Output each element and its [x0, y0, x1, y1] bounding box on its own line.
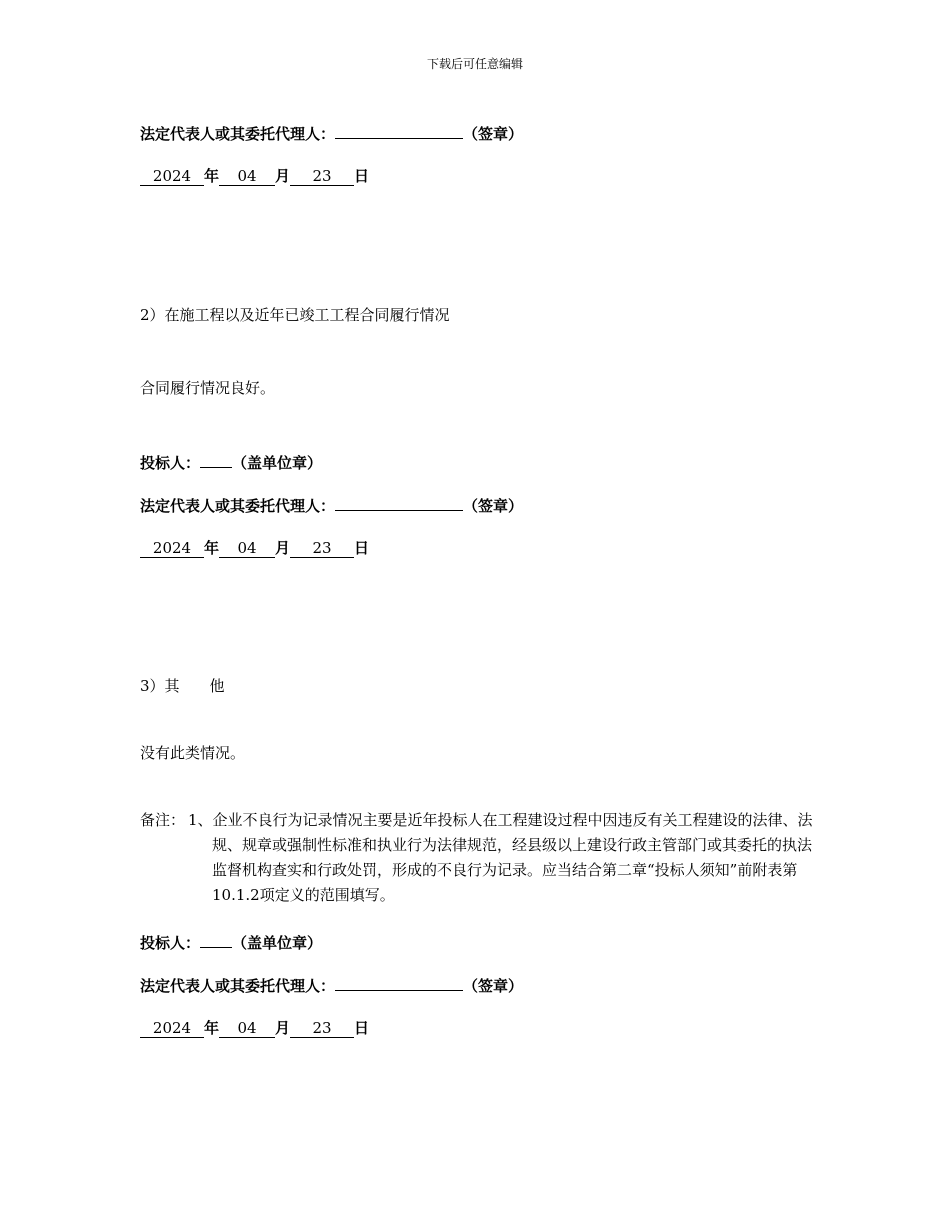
date-row-3	[140, 1017, 369, 1038]
signature-suffix: （签章）	[463, 497, 524, 515]
date-year: 2024	[140, 167, 204, 186]
signature-label: 法定代表人或其委托代理人：	[140, 125, 336, 143]
signature-line-2	[140, 494, 523, 516]
signature-suffix: （签章）	[463, 977, 524, 995]
section3-body: 没有此类情况。	[140, 744, 246, 762]
date-month: 04	[219, 1019, 275, 1038]
date-month: 04	[219, 167, 275, 186]
bidder-suffix: （盖单位章）	[232, 934, 323, 952]
bidder-line-3	[140, 931, 322, 953]
date-day: 23	[290, 1019, 354, 1038]
date-year: 2024	[140, 1019, 204, 1038]
date-row-1	[140, 165, 369, 186]
signature-line-1	[140, 122, 523, 144]
signature-blank[interactable]	[335, 122, 463, 139]
date-year: 2024	[140, 539, 204, 558]
date-day-unit: 日	[354, 167, 370, 185]
bidder-label: 投标人：	[140, 934, 201, 952]
section2-heading: 2）在施工程以及近年已竣工工程合同履行情况	[140, 306, 450, 324]
bidder-blank[interactable]	[200, 451, 232, 468]
remark-block	[140, 808, 820, 908]
signature-blank[interactable]	[335, 494, 463, 511]
signature-suffix: （签章）	[463, 125, 524, 143]
bidder-suffix: （盖单位章）	[232, 454, 323, 472]
date-day: 23	[290, 167, 354, 186]
date-month-unit: 月	[275, 1019, 291, 1037]
signature-label: 法定代表人或其委托代理人：	[140, 497, 336, 515]
date-month-unit: 月	[275, 167, 291, 185]
remark-label: 备注：	[140, 811, 186, 829]
date-month: 04	[219, 539, 275, 558]
signature-line-3	[140, 974, 523, 996]
date-day-unit: 日	[354, 539, 370, 557]
page-header-note: 下载后可任意编辑	[426, 57, 523, 71]
bidder-label: 投标人：	[140, 454, 201, 472]
date-month-unit: 月	[275, 539, 291, 557]
date-year-unit: 年	[204, 539, 220, 557]
signature-label: 法定代表人或其委托代理人：	[140, 977, 336, 995]
section3-heading: 3）其 他	[140, 677, 225, 695]
date-year-unit: 年	[204, 1019, 220, 1037]
date-day: 23	[290, 539, 354, 558]
remark-text: 1、企业不良行为记录情况主要是近年投标人在工程建设过程中因违反有关工程建设的法律、法规、规章或强制性标准和执业行为法律规范，经县级以上建设行政主管部门或其委托的执法监督机构查实和行政处罚，形成的不良行为记录。应当结合第二章“投标人须知”前附表第10.1.2项定义的范围填写。	[188, 811, 813, 904]
date-day-unit: 日	[354, 1019, 370, 1037]
bidder-blank[interactable]	[200, 931, 232, 948]
date-year-unit: 年	[204, 167, 220, 185]
bidder-line-2	[140, 451, 322, 473]
signature-blank[interactable]	[335, 974, 463, 991]
section2-body: 合同履行情况良好。	[140, 379, 276, 397]
date-row-2	[140, 537, 369, 558]
